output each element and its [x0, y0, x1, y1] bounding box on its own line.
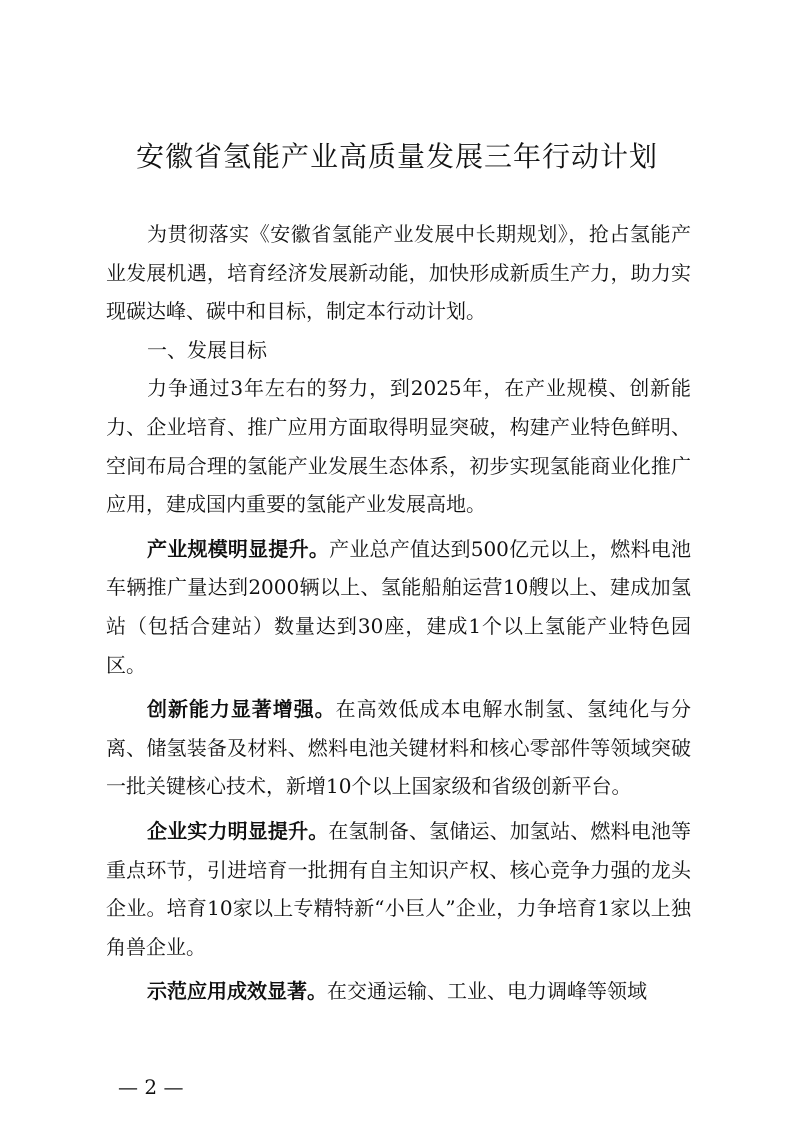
section-heading: 一、发展目标 — [147, 337, 267, 362]
goal-paragraph-demonstration — [106, 972, 691, 1011]
document-title: 安徽省氢能产业高质量发展三年行动计划 — [135, 140, 658, 173]
goal-lead: 创新能力显著增强。 — [147, 697, 336, 722]
goal-text: 在交通运输、工业、电力调峰等领域 — [327, 979, 647, 1004]
goal-text: 产业总产值达到500亿元以上，燃料电池车辆推广量达到2000辆以上、氢能船舶运营10艘以上、建成加氢站（包括合建站）数量达到30座，建成1个以上氢能产业特色园区。 — [106, 536, 691, 677]
goal-lead: 示范应用成效显著。 — [147, 979, 327, 1004]
goal-text: 在高效低成本电解水制氢、氢纯化与分离、储氢装备及材料、燃料电池关键材料和核心零部件等领域突破一批关键核心技术，新增10个以上国家级和省级创新平台。 — [106, 697, 692, 799]
goal-paragraph-enterprise — [106, 812, 691, 966]
goal-lead: 企业实力明显提升。 — [147, 818, 329, 843]
document-body — [106, 215, 691, 1011]
goal-lead: 产业规模明显提升。 — [147, 536, 330, 561]
goal-text: 在氢制备、氢储运、加氢站、燃料电池等重点环节，引进培育一批拥有自主知识产权、核心竞争力强的龙头企业。培育10家以上专精特新“小巨人”企业，力争培育1家以上独角兽企业。 — [106, 818, 692, 959]
page-number: — 2 — — [118, 1075, 184, 1099]
intro-paragraph: 为贯彻落实《安徽省氢能产业发展中长期规划》，抢占氢能产业发展机遇，培育经济发展新动能，加快形成新质生产力，助力实现碳达峰、碳中和目标，制定本行动计划。 — [106, 222, 691, 324]
goals-summary-paragraph: 力争通过3年左右的努力，到2025年，在产业规模、创新能力、企业培育、推广应用方面取得明显突破，构建产业特色鲜明、空间布局合理的氢能产业发展生态体系，初步实现氢能商业化推广应用，建成国内重要的氢能产业发展高地。 — [106, 376, 691, 517]
goal-paragraph-industry-scale — [106, 530, 691, 684]
goal-paragraph-innovation — [106, 690, 691, 806]
